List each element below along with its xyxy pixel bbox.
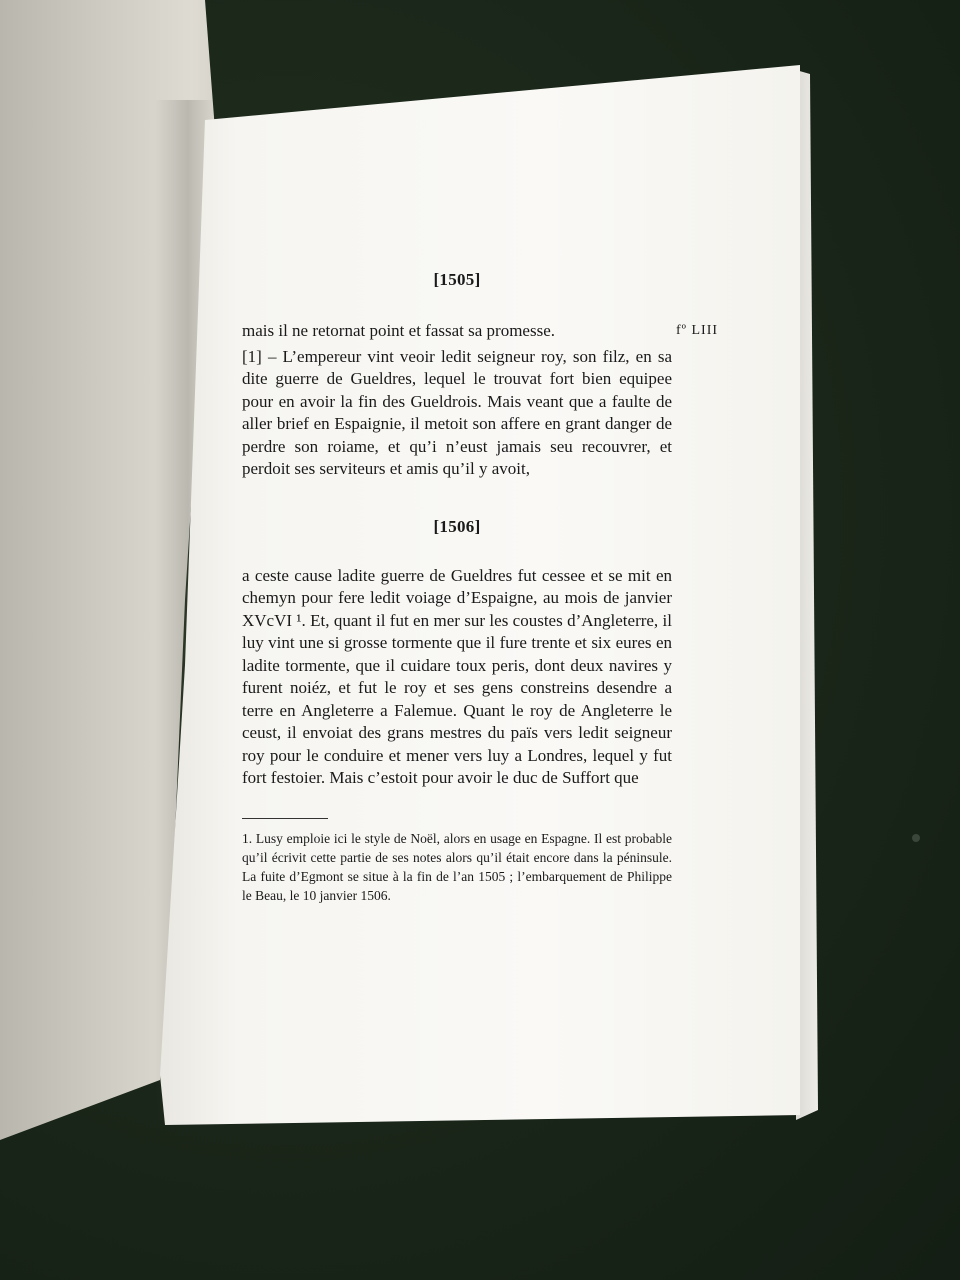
paragraph-1505: [1] – L’empereur vint veoir ledit seigneur roy, son filz, en sa dite guerre de Gueldres, lequel le trouvat fort bien equipee pour en avoir la fin des Gueldrois. Mais veant que a faulte de aller brief en Espaignie, il metoit son affere en grant danger de perdre son roiame, et qu’i n’eust jamais seu recouvrer, et perdoit ses serviteurs et amis qu’il y avoit, — [242, 346, 672, 478]
year-heading-1505: [1505] — [433, 270, 481, 289]
footnote: 1. Lusy emploie ici le style de Noël, alors en usage en Espagne. Il est probable qu’il écrivit cette partie de ses notes alors qu’il était encore dans la péninsule. La fuite d’Egmont se situe à la fin de l’an 1505 ; l’embarquement de Philippe le Beau, le 10 janvier 1506. — [242, 830, 672, 903]
page-text — [242, 270, 672, 905]
paragraph-1505-opening: mais il ne retornat point et fassat sa promesse. — [242, 321, 555, 340]
year-heading-1506: [1506] — [433, 516, 481, 536]
folio-marker: fº LIII — [676, 323, 719, 338]
paragraph-1506: a ceste cause ladite guerre de Gueldres fut cessee et se mit en chemyn pour fere ledit voiage d’Espaigne, au mois de janvier XVcVI ¹. Et, quant il fut en mer sur les coustes d’Angleterre, il luy vint une si grosse tormente que il fure trente et six eures en ladite tormente, que il cuidare toux peris, dont deux navires y furent noiéz, et fut le roy et ses gens constreins desendre a terre en Angleterre a Falemue. Quant le roy de Angleterre le ceust, il envoiat des grans mestres du païs vers ledit seigneur roy pour le conduire et mener vers luy a Londres, lequel y fut fort festoier. Mais c’estoit pour avoir le duc de Suffort que — [242, 565, 672, 787]
dust-speck — [912, 834, 920, 842]
footnote-rule — [242, 818, 328, 819]
